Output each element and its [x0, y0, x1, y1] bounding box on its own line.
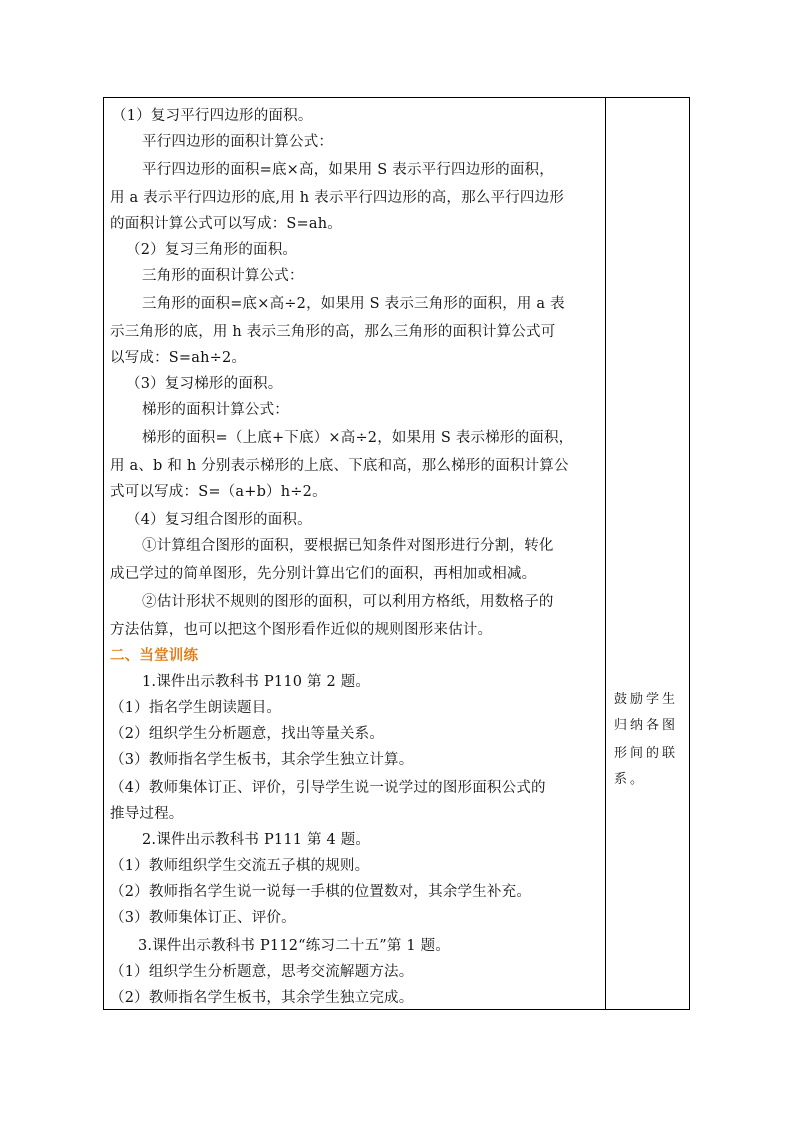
content-line: ②估计形状不规则的图形的面积，可以利用方格纸，用数格子的	[142, 594, 554, 610]
content-line: （1）复习平行四边形的面积。	[112, 108, 313, 124]
content-line: 梯形的面积=（上底+下底）×高÷2，如果用 S 表示梯形的面积，	[142, 430, 574, 446]
column-divider	[605, 98, 606, 1009]
content-line: （3）教师集体订正、评价。	[110, 910, 296, 926]
content-line: 1.课件出示教科书 P110 第 2 题。	[142, 674, 371, 690]
content-line: （2）教师指名学生板书，其余学生独立完成。	[110, 990, 414, 1006]
content-line: （4）复习组合图形的面积。	[126, 512, 312, 528]
content-line: 3.课件出示教科书 P112“练习二十五”第 1 题。	[138, 938, 451, 954]
content-line: 三角形的面积=底×高÷2，如果用 S 表示三角形的面积，用 a 表	[142, 296, 565, 312]
content-line: （2）复习三角形的面积。	[126, 242, 298, 258]
content-line: （3）复习梯形的面积。	[126, 376, 283, 392]
content-line: （2）组织学生分析题意，找出等量关系。	[110, 726, 385, 742]
content-line: （4）教师集体订正、评价，引导学生说一说学过的图形面积公式的	[110, 780, 546, 796]
content-line: 平行四边形的面积计算公式：	[142, 134, 334, 150]
content-line: 梯形的面积计算公式：	[142, 402, 289, 418]
content-line: 2.课件出示教科书 P111 第 4 题。	[142, 832, 371, 848]
content-line: 方法估算，也可以把这个图形看作近似的规则图形来估计。	[110, 622, 493, 638]
content-line: ①计算组合图形的面积，要根据已知条件对图形进行分割，转化	[142, 538, 554, 554]
content-line: （2）教师指名学生说一说每一手棋的位置数对，其余学生补充。	[110, 884, 532, 900]
section-heading: 二、当堂训练	[110, 648, 199, 664]
content-line: 式可以写成：S=（a+b）h÷2。	[110, 484, 327, 500]
side-note-line: 系。	[614, 772, 647, 787]
content-line: 三角形的面积计算公式：	[142, 268, 304, 284]
side-note-line: 鼓励学生	[614, 692, 679, 707]
content-line: （1）组织学生分析题意，思考交流解题方法。	[110, 964, 414, 980]
side-note-line: 归纳各图	[614, 718, 679, 733]
content-line: 以写成：S=ah÷2。	[110, 350, 247, 366]
content-line: 用 a、b 和 h 分别表示梯形的上底、下底和高，那么梯形的面积计算公	[110, 458, 569, 474]
content-line: 成已学过的简单图形，先分别计算出它们的面积，再相加或相减。	[110, 566, 537, 582]
lesson-plan-table	[103, 97, 690, 1010]
content-line: （1）指名学生朗读题目。	[110, 700, 282, 716]
content-line: 平行四边形的面积=底×高，如果用 S 表示平行四边形的面积，	[142, 162, 554, 178]
content-line: （3）教师指名学生板书，其余学生独立计算。	[110, 752, 414, 768]
content-line: 示三角形的底，用 h 表示三角形的高，那么三角形的面积计算公式可	[110, 324, 556, 340]
content-line: 推导过程。	[110, 806, 184, 822]
content-line: （1）教师组织学生交流五子棋的规则。	[110, 858, 370, 874]
content-line: 用 a 表示平行四边形的底,用 h 表示平行四边形的高，那么平行四边形	[110, 190, 565, 206]
side-note-line: 形间的联	[614, 746, 679, 761]
content-line: 的面积计算公式可以写成：S=ah。	[110, 216, 342, 232]
